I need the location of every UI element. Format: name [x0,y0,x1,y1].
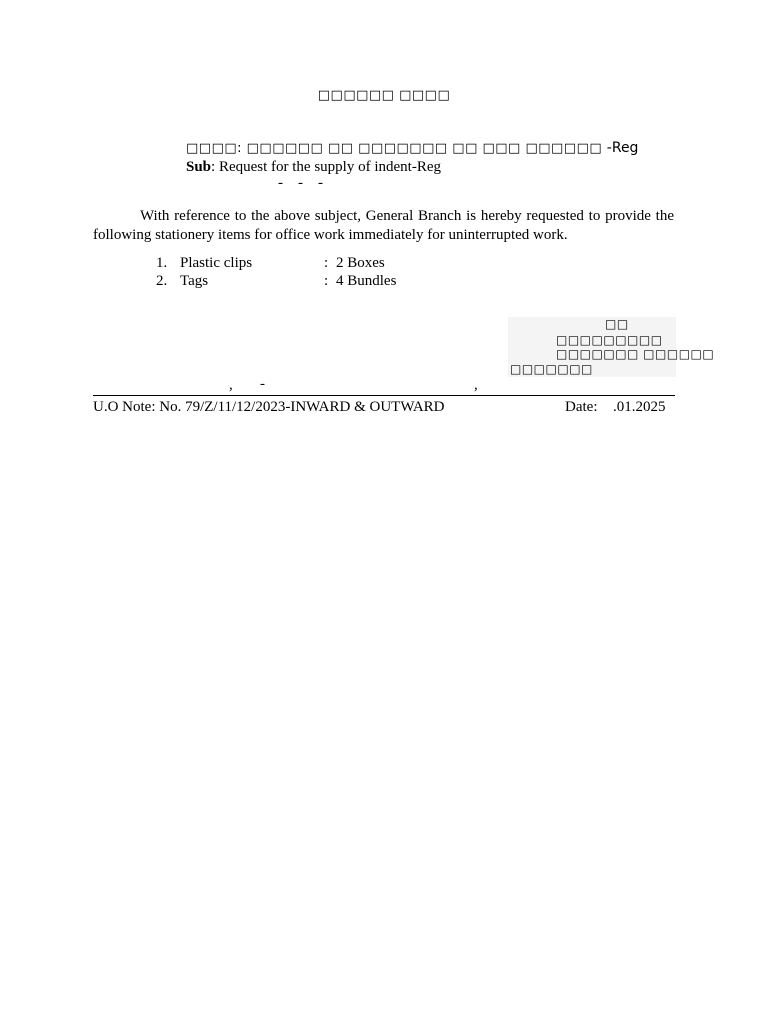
signature-line: □□ [605,317,629,331]
subject-label: Sub [186,159,212,175]
horizontal-rule [93,395,675,396]
item-quantity: 4 Bundles [336,273,397,289]
subject-dashes: - - - [278,175,323,191]
document-heading: □□□□□□ □□□□ [317,88,451,103]
signature-block [508,317,715,377]
subject-text: : Request for the supply of indent-Reg [211,159,441,175]
body-paragraph: With reference to the above subject, General Branch is hereby requested to provide the following stationery items for office work immediately for uninterrupted work. [93,208,674,243]
signature-line: □□□□□□□□□ [556,333,663,347]
item-quantity: 2 Boxes [336,255,385,271]
subject-english [186,159,441,176]
footer-mark: , [229,377,233,393]
subject-hindi [186,140,638,157]
item-number: 2. [156,273,168,289]
date-label: Date: [565,399,598,415]
item-name: Tags [180,273,209,289]
signature-line: □□□□□□□ □□□□□□ [556,347,715,361]
item-number: 1. [156,255,168,271]
subject-hindi-suffix: -Reg [606,140,639,156]
subject-hindi-text: □□□□: □□□□□□ □□ □□□□□□□ □□ □□□ □□□□□□ [186,141,607,156]
footer-mark: - [260,376,265,392]
footer-mark: , [474,377,478,393]
item-colon: : [324,273,329,289]
item-name: Plastic clips [180,255,253,271]
date-value: .01.2025 [613,399,666,415]
signature-line: □□□□□□□ [510,362,593,376]
uo-note: U.O Note: No. 79/Z/11/12/2023-INWARD & OUTWARD [93,399,445,415]
item-colon: : [324,255,329,271]
